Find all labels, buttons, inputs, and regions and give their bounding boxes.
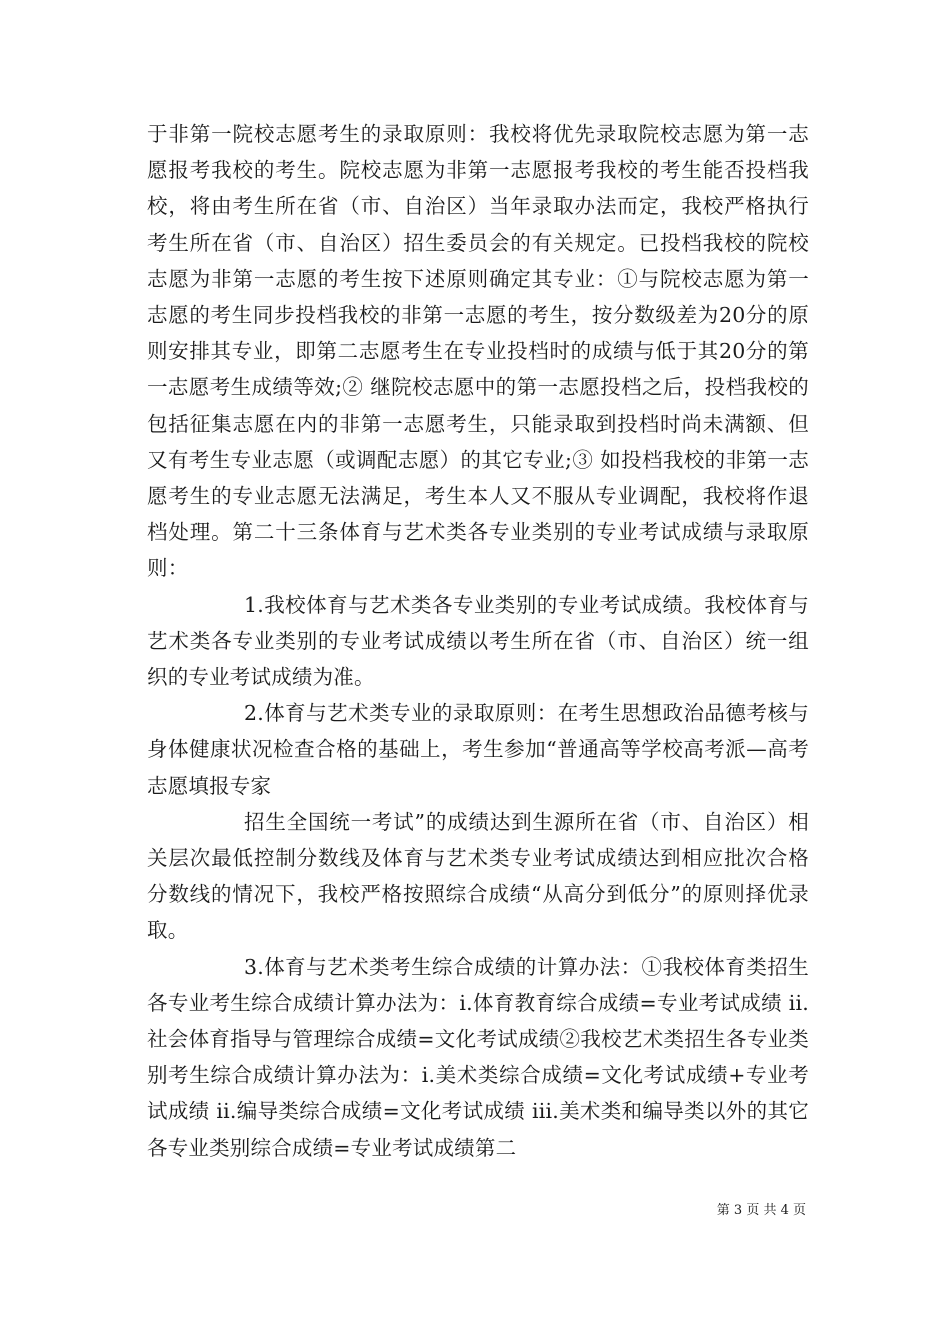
paragraph-composite-score-calculation: 3.体育与艺术类考生综合成绩的计算办法：①我校体育类招生各专业考生综合成绩计算办法为：i.体育教育综合成绩=专业考试成绩 ii.社会体育指导与管理综合成绩=文化考试成绩②我校艺术类招生各专业类别考生综合成绩计算办法为：i.美术类综合成绩=文化考试成绩+专业考试成绩 ii.编导类综合成绩=文化考试成绩 iii.美术类和编导类以外的其它各专业类别综合成绩=专业考试成绩第二 — [147, 954, 809, 1160]
paragraph-art-sports-admission-principle: 2.体育与艺术类专业的录取原则：在考生思想政治品德考核与身体健康状况检查合格的基础上，考生参加“普通高等学校高考派—高考志愿填报专家 — [147, 701, 809, 798]
paragraph-admission-non-first-choice: 于非第一院校志愿考生的录取原则：我校将优先录取院校志愿为第一志愿报考我校的考生。院校志愿为非第一志愿报考我校的考生能否投档我校，将由考生所在省（市、自治区）当年录取办法而定，我校严格执行考生所在省（市、自治区）招生委员会的有关规定。已投档我校的院校志愿为非第一志愿的考生按下述原则确定其专业：①与院校志愿为第一志愿的考生同步投档我校的非第一志愿的考生，按分数级差为20分的原则安排其专业，即第二志愿考生在专业投档时的成绩与低于其20分的第一志愿考生成绩等效;② 继院校志愿中的第一志愿投档之后，投档我校的包括征集志愿在内的非第一志愿考生，只能录取到投档时尚未满额、但又有考生专业志愿（或调配志愿）的其它专业;③ 如投档我校的非第一志愿考生的专业志愿无法满足，考生本人又不服从专业调配，我校将作退档处理。第二十三条体育与艺术类各专业类别的专业考试成绩与录取原则： — [147, 122, 809, 581]
paragraph-art-sports-exam-scores: 1.我校体育与艺术类各专业类别的专业考试成绩。我校体育与艺术类各专业类别的专业考试成绩以考生所在省（市、自治区）统一组织的专业考试成绩为准。 — [147, 592, 809, 690]
page-number-footer: 第 3 页 共 4 页 — [716, 1203, 806, 1218]
document-body — [147, 116, 809, 1166]
paragraph-admission-principle-continued: 招生全国统一考试”的成绩达到生源所在省（市、自治区）相关层次最低控制分数线及体育与艺术类专业考试成绩达到相应批次合格分数线的情况下，我校严格按照综合成绩“从高分到低分”的原则择优录取。 — [147, 809, 809, 943]
